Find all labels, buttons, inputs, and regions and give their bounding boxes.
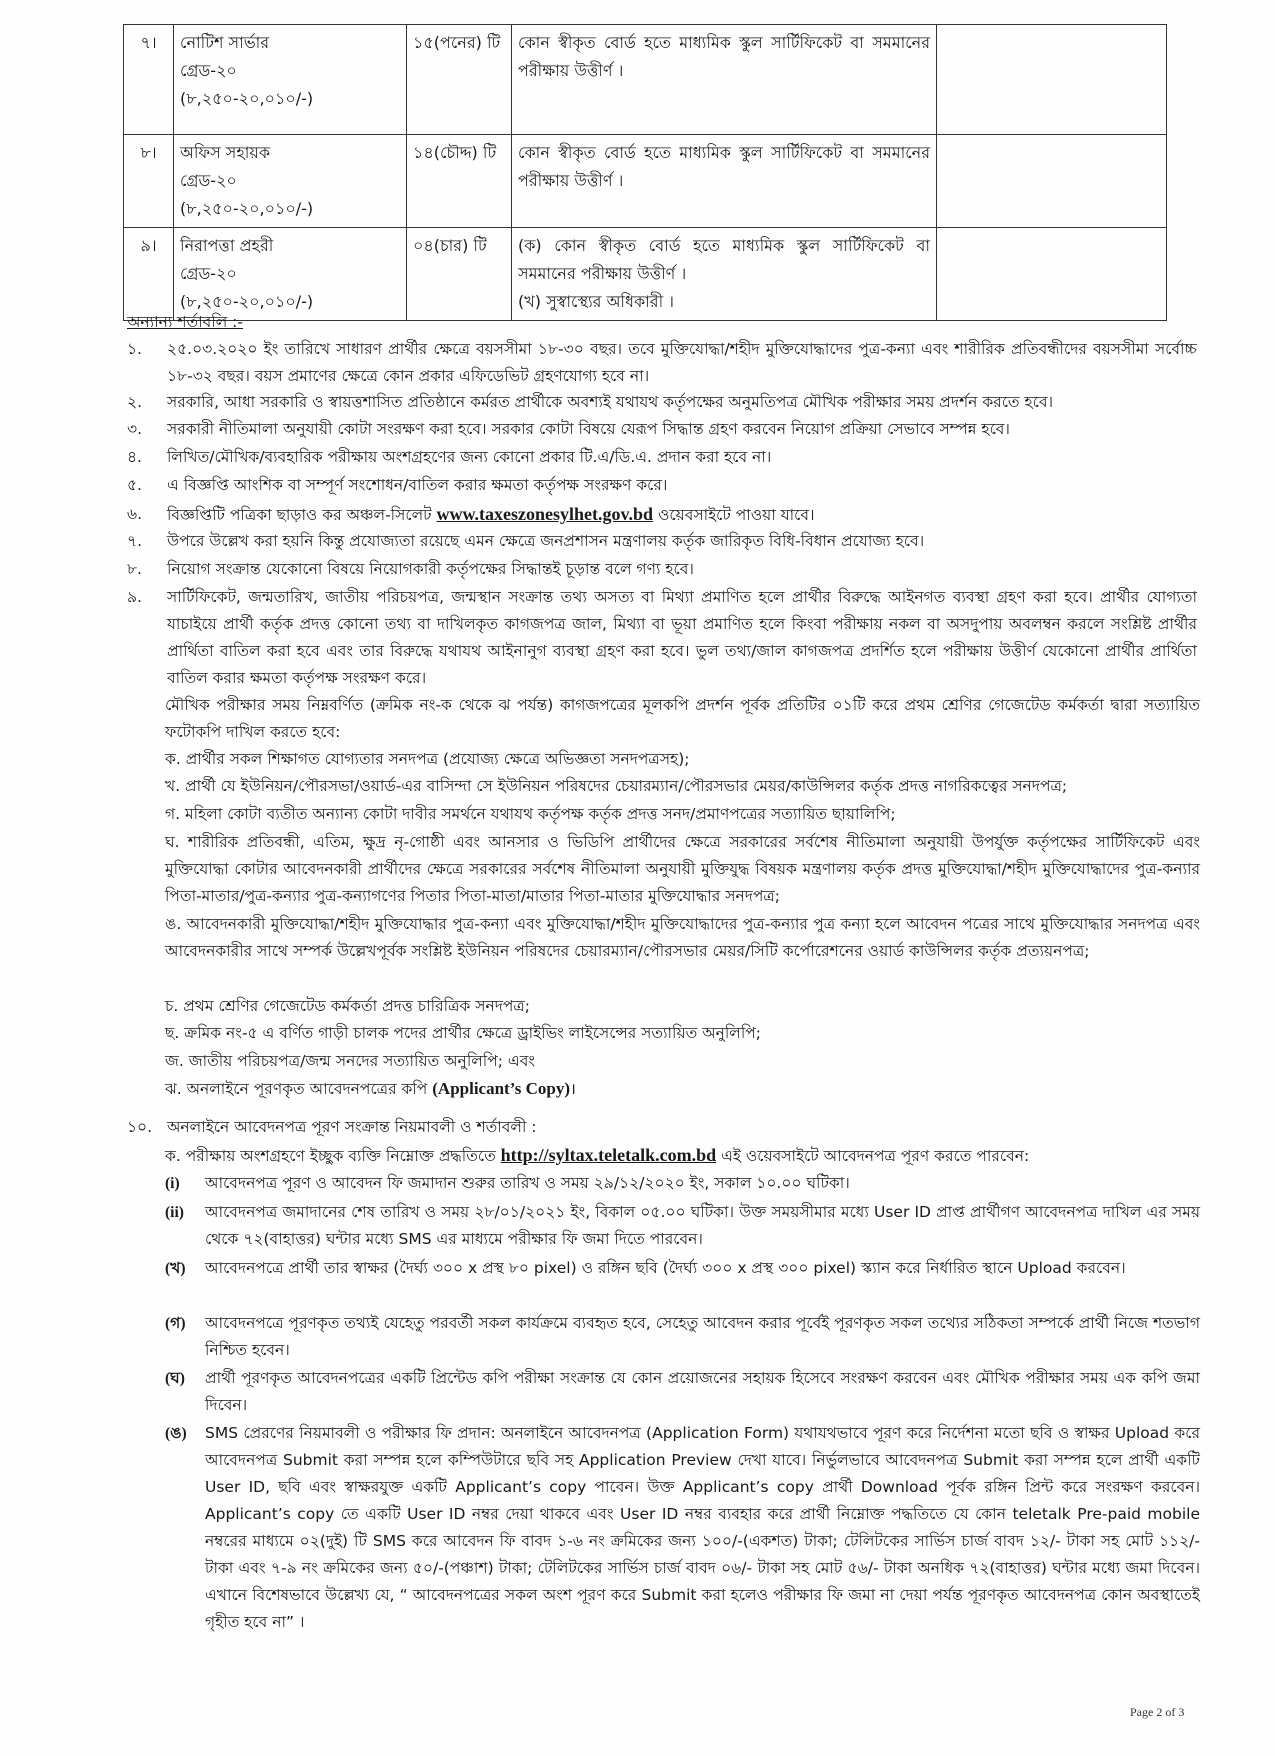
website-link[interactable]: www.taxeszonesylhet.gov.bd (436, 504, 654, 524)
page-number: Page 2 of 3 (1130, 1705, 1185, 1719)
table-row (124, 228, 1167, 321)
document-item-umo: ঙ. আবেদনকারী মুক্তিযোদ্ধা/শহীদ মুক্তিযোদ্ধার পুত্র-কন্যা এবং মুক্তিযোদ্ধা/শহীদ মুক্তিযোদ্ধাদের পুত্র-কন্যার পুত্র কন্যা হলে আবেদন পত্রের সাথে মুক্তিযোদ্ধার সনদপত্র এবং আবেদনকারীর সাথে সম্পর্ক উল্লেখপূর্বক সংশ্লিষ্ট ইউনিয়ন পরিষদের চেয়ারম্যান/পৌরসভার মেয়র/সিটি কর্পোরেশনের ওয়ার্ড কাউন্সিলর কর্তৃক প্রত্যয়নপত্র; (165, 915, 1200, 960)
rule-marker: (ঘ) (165, 1370, 185, 1387)
condition-text: নিয়োগ সংক্রান্ত যেকোনো বিষয়ে নিয়োগকারী কর্তৃপক্ষের সিদ্ধান্তই চূড়ান্ত বলে গণ্য হবে। (167, 560, 694, 578)
condition-text (167, 501, 1197, 529)
row-number: ৭। (124, 25, 174, 135)
post-grade: গ্রেড-২০ (180, 171, 237, 190)
teletalk-website-link[interactable]: http://syltax.teletalk.com.bd (500, 1145, 717, 1165)
condition-1 (127, 336, 1197, 390)
condition-number: ৯. (127, 588, 142, 606)
online-apply-post: এই ওয়েবসাইটে আবেদনপত্র পূরণ করতে পারবেন: (721, 1147, 1030, 1165)
condition-text: অনলাইনে আবেদনপত্র পূরণ সংক্রান্ত নিয়মাবলী ও শর্তাবলী : (167, 1118, 537, 1136)
table-row (124, 135, 1167, 228)
online-apply-instruction (165, 1142, 1200, 1170)
post-name: নোটিশ সার্ভার (180, 33, 270, 52)
condition-text: ২৫.০৩.২০২০ ইং তারিখে সাধারণ প্রার্থীর ক্ষেত্রে বয়সসীমা ১৮-৩০ বছর। তবে মুক্তিযোদ্ধা/শহীদ মুক্তিযোদ্ধাদের পুত্র-কন্যা এবং শারীরিক প্রতিবন্ধীদের বয়সসীমা সর্বোচ্চ ১৮-৩২ বছর। বয়স প্রমাণের ক্ষেত্রে কোন প্রকার এফিডেভিট গ্রহণযোগ্য হবে না। (167, 340, 1197, 385)
condition-9 (127, 584, 1197, 692)
condition-3 (127, 416, 1197, 443)
condition-text: এ বিজ্ঞপ্তি আংশিক বা সম্পূর্ণ সংশোধন/বাতিল করার ক্ষমতা কর্তৃপক্ষ সংরক্ষণ করে। (167, 476, 668, 494)
post-cell (174, 228, 407, 321)
document-item-ka: ক. প্রার্থীর সকল শিক্ষাগত যোগ্যতার সনদপত্র (প্রযোজ্য ক্ষেত্রে অভিজ্ঞতা সনদপত্রসহ); (165, 750, 690, 768)
online-rule-ii (165, 1199, 1200, 1253)
document-item-ja: জ. জাতীয় পরিচয়পত্র/জন্ম সনদের সত্যায়িত অনুলিপি; এবং (165, 1052, 535, 1070)
rule-marker: (ii) (165, 1204, 184, 1221)
document-item-ga: গ. মহিলা কোটা ব্যতীত অন্যান্য কোটা দাবীর সমর্থনে যথাযথ কর্তৃপক্ষ কর্তৃক প্রদত্ত সনদ/প্রমাণপত্রের সত্যায়িত ছায়ালিপি; (165, 805, 896, 823)
rule-text: প্রার্থী পূরণকৃত আবেদনপত্রের একটি প্রিন্টেড কপি পরীক্ষা সংক্রান্ত যে কোন প্রয়োজনের সহায়ক হিসেবে সংরক্ষণ করবেন এবং মৌখিক পরীক্ষার সময় এক কপি জমা দিবেন। (205, 1369, 1200, 1414)
qualification-line: কোন স্বীকৃত বোর্ড হতে মাধ্যমিক স্কুল সার্টিফিকেট বা সমমানের পরীক্ষায় উত্তীর্ণ । (518, 143, 930, 190)
online-rule-ga (165, 1310, 1200, 1364)
rule-marker: (i) (165, 1175, 180, 1192)
condition-10 (127, 1114, 1197, 1141)
condition-text-pre: বিজ্ঞপ্তিটি পত্রিকা ছাড়াও কর অঞ্চল-সিলেট (167, 506, 432, 524)
table-row (124, 25, 1167, 135)
condition-6 (127, 501, 1197, 529)
condition-number: ৫. (127, 476, 142, 494)
post-grade: গ্রেড-২০ (180, 264, 237, 283)
row-number: ৯। (124, 228, 174, 321)
document-item-kha: খ. প্রার্থী যে ইউনিয়ন/পৌরসভা/ওয়ার্ড-এর বাসিন্দা সে ইউনিয়ন পরিষদের চেয়ারম্যান/পৌরসভার মেয়র/কাউন্সিলর কর্তৃক প্রদত্ত নাগরিকত্বের সনদপত্র; (165, 777, 1068, 795)
condition-text: সরকারী নীতিমালা অনুযায়ী কোটা সংরক্ষণ করা হবে। সরকার কোটা বিষয়ে যেরূপ সিদ্ধান্ত গ্রহণ করবেন নিয়োগ প্রক্রিয়া সেভাবে সম্পন্ন হবে। (167, 420, 1010, 438)
rule-marker: (ঙ) (165, 1425, 187, 1442)
document-item-gha: ঘ. শারীরিক প্রতিবন্ধী, এতিম, ক্ষুদ্র নৃ-গোষ্ঠী এবং আনসার ও ভিডিপি প্রার্থীদের ক্ষেত্রে সরকারের সর্বশেষ নীতিমালা অনুযায়ী উপর্যুক্ত কর্তৃপক্ষের সার্টিফিকেট এবং মুক্তিযোদ্ধা কোটার আবেদনকারী প্রার্থীদের ক্ষেত্রে সরকারের সর্বশেষ নীতিমালা অনুযায়ী মুক্তিযুদ্ধ বিষয়ক মন্ত্রণালয় কর্তৃক প্রদত্ত মুক্তিযোদ্ধা/শহীদ মুক্তিযোদ্ধাদের পুত্র-কন্যার পিতা-মাতার/পুত্র-কন্যার পুত্র-কন্যাগণের পিতার পিতা-মাতা/মাতার পিতা-মাতার মুক্তিযোদ্ধার সনদপত্র; (165, 833, 1200, 905)
condition-number: ৩. (127, 420, 143, 438)
condition-number: ২. (127, 393, 143, 411)
document-item-jha-text: ঝ. অনলাইনে পূরণকৃত আবেদনপত্রের কপি (165, 1080, 428, 1098)
rule-text: আবেদনপত্র জমাদানের শেষ তারিখ ও সময় ২৮/০১/২০২১ ইং, বিকাল ০৫.০০ ঘটিকা। উক্ত সময়সীমার মধ্যে User ID প্রাপ্ত প্রার্থীগণ আবেদনপত্র দাখিল এর সময় থেকে ৭২(বাহাত্তর) ঘন্টার মধ্যে SMS এর মাধ্যমে পরীক্ষার ফি জমা দিতে পারবেন। (205, 1203, 1200, 1248)
condition-number: ১. (127, 340, 142, 358)
row-number: ৮। (124, 135, 174, 228)
rule-marker: (গ) (165, 1315, 186, 1332)
condition-4 (127, 444, 1197, 471)
online-rule-gha (165, 1365, 1200, 1419)
post-name: অফিস সহায়ক (180, 143, 271, 162)
job-posts-table (123, 24, 1167, 321)
condition-8 (127, 556, 1197, 583)
pay-scale: (৮,২৫০-২০,০১০/-) (180, 292, 314, 311)
qualification-cell (512, 135, 937, 228)
empty-cell (937, 25, 1167, 135)
condition-5 (127, 472, 1197, 499)
applicant-copy-label: (Applicant’s Copy) (432, 1079, 571, 1098)
other-conditions-heading: অন্যান্য শর্তাবলি :- (127, 313, 243, 331)
post-name: নিরাপত্তা প্রহরী (180, 236, 274, 255)
pay-scale: (৮,২৫০-২০,০১০/-) (180, 199, 314, 218)
condition-text: সার্টিফিকেট, জন্মতারিখ, জাতীয় পরিচয়পত্র, জন্মস্থান সংক্রান্ত তথ্য অসত্য বা মিথ্যা প্রমাণিত হলে প্রার্থীর বিরুদ্ধে আইনগত ব্যবস্থা গ্রহণ করা হবে। প্রার্থীর যোগ্যতা যাচাইয়ে প্রার্থী কর্তৃক প্রদত্ত কোনো তথ্য বা দাখিলকৃত কাগজপত্র জাল, মিথ্যা বা ভূয়া প্রমাণিত হলে কিংবা পরীক্ষায় নকল বা অসদুপায় অবলম্বন করলে সংশ্লিষ্ট প্রার্থীর প্রার্থিতা বাতিল করা হবে এবং তার বিরুদ্ধে যথাযথ আইনানুগ ব্যবস্থা গ্রহণ করা হবে। ভুল তথ্য/জাল কাগজপত্র প্রদর্শিত হলে পরীক্ষায় উত্তীর্ণ যেকোনো প্রার্থীর প্রার্থিতা বাতিল করার ক্ষমতা কর্তৃপক্ষ সংরক্ষণ করে। (167, 588, 1197, 687)
condition-text: সরকারি, আধা সরকারি ও স্বায়ত্তশাসিত প্রতিষ্ঠানে কর্মরত প্রার্থীকে অবশ্যই যথাযথ কর্তৃপক্ষের অনুমতিপত্র মৌখিক পরীক্ষার সময় প্রদর্শন করতে হবে। (167, 393, 1054, 411)
post-quantity: ১৫(পনের) টি (407, 25, 512, 135)
post-quantity: ০৪(চার) টি (407, 228, 512, 321)
condition-number: ৮. (127, 560, 142, 578)
condition-7 (127, 528, 1197, 555)
qualification-line: (ক) কোন স্বীকৃত বোর্ড হতে মাধ্যমিক স্কুল সার্টিফিকেট বা সমমানের পরীক্ষায় উত্তীর্ণ । (518, 236, 930, 283)
document-item-chha: ছ. ক্রমিক নং-৫ এ বর্ণিত গাড়ী চালক পদের প্রার্থীর ক্ষেত্রে ড্রাইভিং লাইসেন্সের সত্যায়িত অনুলিপি; (165, 1024, 761, 1042)
online-rule-umo (165, 1420, 1200, 1636)
post-cell (174, 25, 407, 135)
condition-number: ৪. (127, 448, 142, 466)
rule-text: SMS প্রেরণের নিয়মাবলী ও পরীক্ষার ফি প্রদান: অনলাইনে আবেদনপত্র (Application Form) যথাযথভাবে পূরণ করে নির্দেশনা মতো ছবি ও স্বাক্ষর Upload করে আবেদনপত্র Submit করা সম্পন্ন হলে কম্পিউটারে ছবি সহ Application Preview দেখা যাবে। নির্ভুলভাবে আবেদনপত্র Submit করা সম্পন্ন হলে প্রার্থী একটি User ID, ছবি এবং স্বাক্ষরযুক্ত একটি Applicant’s copy পাবেন। উক্ত Applicant’s copy প্রার্থী Download পূর্বক রঙ্গিন প্রিন্ট করে সংরক্ষণ করবেন। Applicant’s copy তে একটি User ID নম্বর দেয়া থাকবে এবং User ID নম্বর ব্যবহার করে প্রার্থী নিম্নোক্ত পদ্ধতিতে যে কোন teletalk Pre-paid mobile নম্বরের মাধ্যমে ০২(দুই) টি SMS করে আবেদন ফি বাবদ ১-৬ নং ক্রমিকের জন্য ১০০/-(একশত) টাকা; টেলিটকের সার্ভিস চার্জ বাবদ ১২/- টাকা সহ মোট ১১২/- টাকা এবং ৭-৯ নং ক্রমিকের জন্য ৫০/-(পঞ্চাশ) টাকা; টেলিটকের সার্ভিস চার্জ বাবদ ০৬/- টাকা সহ মোট ৫৬/- টাকা অনধিক ৭২(বাহাত্তর) ঘন্টার মধ্যে জমা দিবেন। এখানে বিশেষভাবে উল্লেখ্য যে, “ আবেদনপত্রের সকল অংশ পূরণ করে Submit করা হলেও পরীক্ষার ফি জমা না দেয়া পর্যন্ত পূরণকৃত আবেদনপত্র কোন অবস্থাতেই গৃহীত হবে না” । (205, 1424, 1200, 1631)
qualification-line: কোন স্বীকৃত বোর্ড হতে মাধ্যমিক স্কুল সার্টিফিকেট বা সমমানের পরীক্ষায় উত্তীর্ণ । (518, 33, 930, 80)
empty-cell (937, 135, 1167, 228)
rule-text: আবেদনপত্রে পূরণকৃত তথ্যই যেহেতু পরবর্তী সকল কার্যক্রমে ব্যবহৃত হবে, সেহেতু আবেদন করার পূর্বেই পূরণকৃত সকল তথ্যের সঠিকতা সম্পর্কে প্রার্থী নিজে শতভাগ নিশ্চিত হবেন। (205, 1314, 1200, 1359)
document-item-cha: চ. প্রথম শ্রেণির গেজেটেড কর্মকর্তা প্রদত্ত চারিত্রিক সনদপত্র; (165, 997, 530, 1015)
qualification-cell (512, 228, 937, 321)
online-rule-i (165, 1170, 1200, 1197)
document-item-jha (165, 1075, 1200, 1103)
empty-cell (937, 228, 1167, 321)
condition-2 (127, 389, 1197, 416)
online-rule-kha (165, 1255, 1200, 1282)
document-item-jha-end: । (570, 1080, 576, 1098)
rule-text: আবেদনপত্রে প্রার্থী তার স্বাক্ষর (দৈর্ঘ্য ৩০০ x প্রস্থ ৮০ pixel) ও রঙ্গিন ছবি (দৈর্ঘ্য ৩০০ x প্রস্থ ৩০০ pixel) স্ক্যান করে নির্ধারিত স্থানে Upload করবেন। (205, 1259, 1126, 1277)
condition-text: উপরে উল্লেখ করা হয়নি কিন্তু প্রযোজ্যতা রয়েছে এমন ক্ষেত্রে জনপ্রশাসন মন্ত্রণালয় কর্তৃক জারিকৃত বিধি-বিধান প্রযোজ্য হবে। (167, 532, 925, 550)
pay-scale: (৮,২৫০-২০,০১০/-) (180, 89, 314, 108)
post-quantity: ১৪(চৌদ্দ) টি (407, 135, 512, 228)
rule-text: আবেদনপত্র পূরণ ও আবেদন ফি জমাদান শুরুর তারিখ ও সময় ২৯/১২/২০২০ ইং, সকাল ১০.০০ ঘটিকা। (205, 1174, 850, 1192)
documents-intro: মৌখিক পরীক্ষার সময় নিম্নবর্ণিত (ক্রমিক নং-ক থেকে ঝ পর্যন্ত) কাগজপত্রের মূলকপি প্রদর্শন পূর্বক প্রতিটির ০১টি করে প্রথম শ্রেণির গেজেটেড কর্মকর্তা দ্বারা সত্যায়িত ফটোকপি দাখিল করতে হবে: (165, 696, 1200, 741)
rule-marker: (খ) (165, 1260, 186, 1277)
post-cell (174, 135, 407, 228)
condition-number: ৬. (127, 505, 143, 523)
condition-text-post: ওয়েবসাইটে পাওয়া যাবে। (657, 506, 815, 524)
condition-number: ৭. (127, 532, 143, 550)
post-grade: গ্রেড-২০ (180, 61, 237, 80)
qualification-line: (খ) সুস্বাস্থ্যের অধিকারী । (518, 292, 674, 311)
condition-number: ১০. (127, 1118, 153, 1136)
qualification-cell (512, 25, 937, 135)
condition-text: লিখিত/মৌখিক/ব্যবহারিক পরীক্ষায় অংশগ্রহণের জন্য কোনো প্রকার টি.এ/ডি.এ. প্রদান করা হবে না। (167, 448, 772, 466)
online-apply-pre: ক. পরীক্ষায় অংশগ্রহণে ইচ্ছুক ব্যক্তি নিম্নোক্ত প্রদ্ধতিতে (165, 1147, 496, 1165)
